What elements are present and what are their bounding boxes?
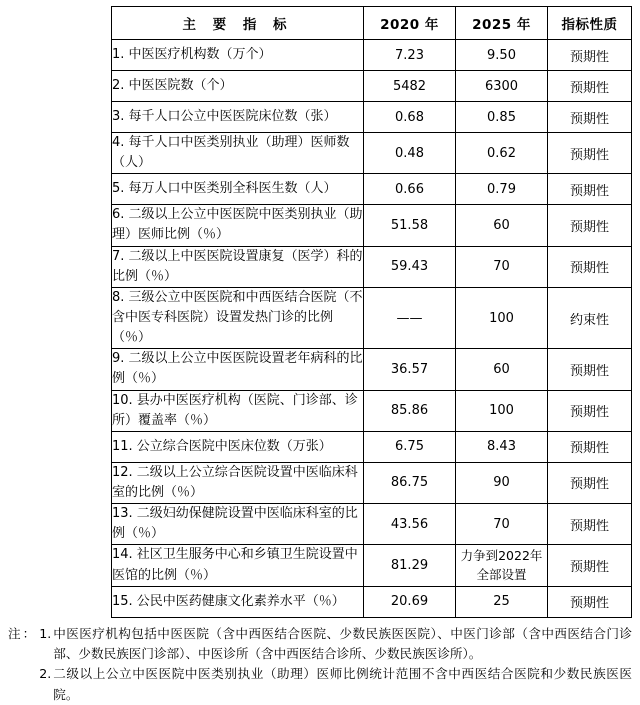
value-2020: 5482 bbox=[364, 71, 456, 102]
indicator-name: 14. 社区卫生服务中心和乡镇卫生院设置中医馆的比例（％） bbox=[112, 545, 364, 586]
table-row bbox=[112, 40, 632, 71]
indicator-name: 15. 公民中医药健康文化素养水平（％） bbox=[112, 586, 364, 617]
indicator-type: 预期性 bbox=[548, 246, 632, 287]
column-header-2025: 2025 年 bbox=[456, 7, 548, 40]
indicator-name: 4. 每千人口中医类别执业（助理）医师数（人） bbox=[112, 133, 364, 174]
table-row bbox=[112, 287, 632, 348]
value-2020: 43.56 bbox=[364, 504, 456, 545]
indicator-type: 预期性 bbox=[548, 504, 632, 545]
note-number: 2. bbox=[39, 666, 52, 682]
indicator-type: 预期性 bbox=[548, 133, 632, 174]
indicator-type: 预期性 bbox=[548, 586, 632, 617]
note-number: 1. bbox=[39, 625, 52, 641]
indicator-type: 预期性 bbox=[548, 174, 632, 205]
table-header-row bbox=[112, 7, 632, 40]
value-2020: 85.86 bbox=[364, 390, 456, 431]
value-2025: 0.79 bbox=[456, 174, 548, 205]
indicator-type: 预期性 bbox=[548, 205, 632, 246]
indicator-type: 预期性 bbox=[548, 431, 632, 462]
value-2020: —— bbox=[364, 287, 456, 348]
indicator-name: 6. 二级以上公立中医医院中医类别执业（助理）医师比例（％） bbox=[112, 205, 364, 246]
value-2025: 6300 bbox=[456, 71, 548, 102]
value-2025: 8.43 bbox=[456, 431, 548, 462]
value-2025: 100 bbox=[456, 390, 548, 431]
notes-items bbox=[39, 624, 632, 705]
indicator-name: 2. 中医医院数（个） bbox=[112, 71, 364, 102]
table-row bbox=[112, 102, 632, 133]
note-item bbox=[39, 624, 632, 665]
table-row bbox=[112, 133, 632, 174]
indicator-type: 预期性 bbox=[548, 71, 632, 102]
value-2020: 0.48 bbox=[364, 133, 456, 174]
indicator-type: 预期性 bbox=[548, 462, 632, 503]
value-2025: 70 bbox=[456, 246, 548, 287]
value-2020: 59.43 bbox=[364, 246, 456, 287]
indicator-type: 约束性 bbox=[548, 287, 632, 348]
table-row bbox=[112, 586, 632, 617]
column-header-type: 指标性质 bbox=[548, 7, 632, 40]
value-2025 bbox=[456, 545, 548, 586]
indicator-name: 7. 二级以上中医医院设置康复（医学）科的比例（％） bbox=[112, 246, 364, 287]
column-header-indicator: 主 要 指 标 bbox=[112, 7, 364, 40]
value-2020: 0.66 bbox=[364, 174, 456, 205]
indicator-name: 1. 中医医疗机构数（万个） bbox=[112, 40, 364, 71]
table-row bbox=[112, 462, 632, 503]
value-2025: 0.85 bbox=[456, 102, 548, 133]
value-2025-text: 力争到2022年 全部设置 bbox=[460, 548, 543, 582]
value-2020: 81.29 bbox=[364, 545, 456, 586]
value-2025: 9.50 bbox=[456, 40, 548, 71]
note-item bbox=[39, 664, 632, 705]
value-2025: 90 bbox=[456, 462, 548, 503]
indicator-type: 预期性 bbox=[548, 390, 632, 431]
indicator-name: 12. 二级以上公立综合医院设置中医临床科室的比例（％） bbox=[112, 462, 364, 503]
value-2025: 100 bbox=[456, 287, 548, 348]
indicator-type: 预期性 bbox=[548, 349, 632, 390]
indicator-name: 11. 公立综合医院中医床位数（万张） bbox=[112, 431, 364, 462]
note-text: 中医医疗机构包括中医医院（含中西医结合医院、少数民族医医院）、中医门诊部（含中西医结合门诊部、少数民族医门诊部）、中医诊所（含中西医结合诊所、少数民族医诊所）。 bbox=[53, 625, 632, 662]
value-2020: 20.69 bbox=[364, 586, 456, 617]
value-2025: 0.62 bbox=[456, 133, 548, 174]
value-2020: 7.23 bbox=[364, 40, 456, 71]
document-page bbox=[0, 6, 640, 700]
value-2025: 70 bbox=[456, 504, 548, 545]
indicators-table bbox=[111, 6, 632, 618]
value-2020: 36.57 bbox=[364, 349, 456, 390]
value-2025: 25 bbox=[456, 586, 548, 617]
value-2020: 51.58 bbox=[364, 205, 456, 246]
value-2025: 60 bbox=[456, 349, 548, 390]
table-row bbox=[112, 545, 632, 586]
indicator-name: 3. 每千人口公立中医医院床位数（张） bbox=[112, 102, 364, 133]
value-2020: 0.68 bbox=[364, 102, 456, 133]
indicator-name: 13. 二级妇幼保健院设置中医临床科室的比例（％） bbox=[112, 504, 364, 545]
indicator-name: 9. 二级以上公立中医医院设置老年病科的比例（％） bbox=[112, 349, 364, 390]
indicator-name: 10. 县办中医医疗机构（医院、门诊部、诊所）覆盖率（％） bbox=[112, 390, 364, 431]
indicator-type: 预期性 bbox=[548, 40, 632, 71]
value-2025: 60 bbox=[456, 205, 548, 246]
value-2020: 6.75 bbox=[364, 431, 456, 462]
table-row bbox=[112, 174, 632, 205]
indicator-type: 预期性 bbox=[548, 545, 632, 586]
note-text: 二级以上公立中医医院中医类别执业（助理）医师比例统计范围不含中西医结合医院和少数民族医医院。 bbox=[53, 666, 632, 702]
table-row bbox=[112, 349, 632, 390]
table-body bbox=[112, 40, 632, 618]
table-row bbox=[112, 205, 632, 246]
value-2020: 86.75 bbox=[364, 462, 456, 503]
table-row bbox=[112, 246, 632, 287]
table-row bbox=[112, 431, 632, 462]
indicator-name: 8. 三级公立中医医院和中西医结合医院（不含中医专科医院）设置发热门诊的比例（％） bbox=[112, 287, 364, 348]
indicator-type: 预期性 bbox=[548, 102, 632, 133]
table-row bbox=[112, 390, 632, 431]
table-row bbox=[112, 71, 632, 102]
table-row bbox=[112, 504, 632, 545]
table-notes bbox=[0, 624, 640, 705]
indicator-name: 5. 每万人口中医类别全科医生数（人） bbox=[112, 174, 364, 205]
table-header bbox=[112, 7, 632, 40]
column-header-2020: 2020 年 bbox=[364, 7, 456, 40]
notes-label: 注： bbox=[8, 625, 38, 641]
